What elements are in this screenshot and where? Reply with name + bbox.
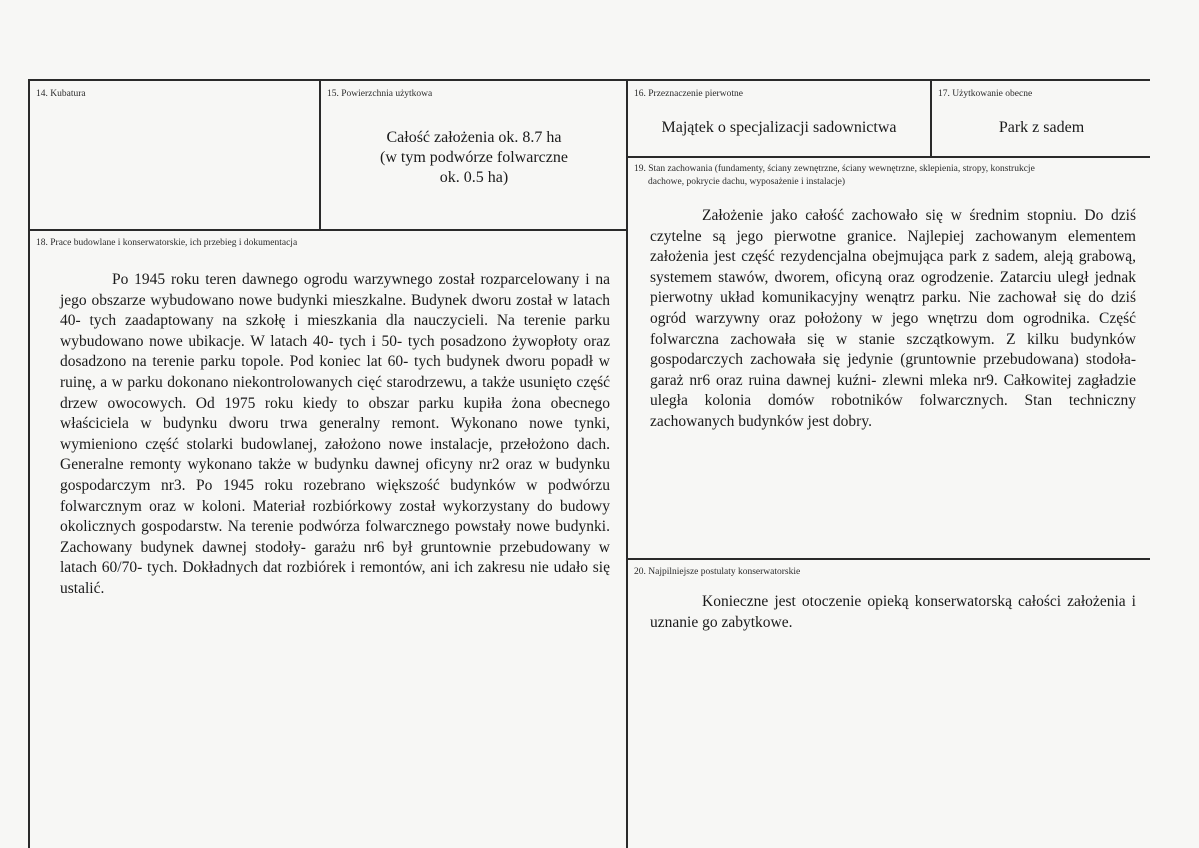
field-15-value: [322, 128, 626, 188]
divider-under-14-15: [28, 229, 627, 231]
field-19-label-line-1: 19. Stan zachowania (fundamenty, ściany zewnętrzne, ściany wewnętrzne, sklepienia, stropy, konstrukcje: [634, 164, 1035, 174]
divider-16-17: [930, 79, 932, 157]
field-15-label: 15. Powierzchnia użytkowa: [327, 89, 433, 99]
field-19-label: [634, 163, 1144, 189]
divider-under-19: [626, 558, 1150, 560]
field-19-label-line-2: dachowe, pokrycie dachu, wyposażenie i instalacje): [648, 177, 846, 187]
field-17-label: 17. Użytkowanie obecne: [938, 89, 1033, 99]
field-16-label: 16. Przeznaczenie pierwotne: [634, 89, 743, 99]
field-18-label: 18. Prace budowlane i konserwatorskie, ich przebieg i dokumentacja: [36, 238, 298, 248]
field-20-text: Konieczne jest otoczenie opieką konserwatorską całości założenia i uznanie go zabytkowe.: [650, 593, 1136, 631]
field-17-value: Park z sadem: [998, 119, 1085, 136]
field-18-text: Po 1945 roku teren dawnego ogrodu warzywnego został rozparcelowany i na jego obszarze wybudowano nowe budynki mieszkalne. Budynek dworu został w latach 40- tych zaadaptowany na szkołę i mieszkania dla nauczycieli. Na terenie parku wybudowano nowe ubikacje. W latach 40- tych i 50- tych posadzono żywopłoty oraz dosadzono na terenie parku topole. Pod koniec lat 60- tych budynek dworu popadł w ruinę, a w parku dokonano niekontrolowanych cięć starodrzewu, a także usunięto część drzew owocowych. Od 1975 roku kiedy to obszar parku kupiła żona obecnego właściciela w budynku dworu trwa generalny remont. Wykonano nowe tynki, wymieniono część stolarki budowlanej, założono nowe instalacje, przełożono dach. Generalne remonty wykonano także w budynku dawnej oficyny nr2 oraz w budynku gospodarczym nr3. Po 1945 roku rozebrano większość budynków w podwórzu folwarcznym oraz w koloni. Materiał rozbiórkowy został wykorzystany do budowy okolicznych gospodarstw. Na terenie podwórza folwarcznego powstały nowe budynki. Zachowany budynek dawnej stodoły- garażu nr6 był gruntownie przebudowany w latach 60/70- tych. Dokładnych dat rozbiórek i remontów, ani ich zakresu nie udało się ustalić.: [60, 271, 610, 597]
field-16-value: Majątek o specjalizacji sadownictwa: [661, 119, 897, 136]
divider-under-16-17: [626, 156, 1150, 158]
field-19-text: Założenie jako całość zachowało się w średnim stopniu. Do dziś czytelne są jego pierwotne granice. Najlepiej zachowanym elementem założenia jest część rezydencjalna obejmująca park z sadem, aleją grabową, systemem stawów, dworem, oficyną oraz ogrodzenie. Zatarciu uległ jednak pierwotny układ komunikacyjny wenątrz parku. Nie zachował się do dziś ogród warzywny oraz położony w jego wnętrzu dom ogrodnika. Część folwarczna zachowała się w stanie szczątkowym. Z kilku budynków gospodarczych zachowała się jedynie (gruntownie przebudowana) stodoła- garaż nr6 oraz ruina dawnej kuźni- zlewni mleka nr9. Całkowitej zagładzie uległa kolonia domów robotników folwarcznych. Stan techniczny zachowanych budynków jest dobry.: [650, 207, 1136, 430]
field-15-line-3: ok. 0.5 ha): [439, 169, 509, 186]
divider-14-15: [319, 79, 321, 229]
field-14-label: 14. Kubatura: [36, 89, 86, 99]
field-15-line-1: Całość założenia ok. 8.7 ha: [386, 129, 562, 146]
center-divider-line: [626, 79, 628, 848]
field-15-line-2: (w tym podwórze folwarczne: [380, 149, 568, 166]
top-border-line: [28, 79, 1150, 81]
field-20-label: 20. Najpilniejsze postulaty konserwatorskie: [634, 567, 801, 577]
left-border-line: [28, 79, 30, 848]
